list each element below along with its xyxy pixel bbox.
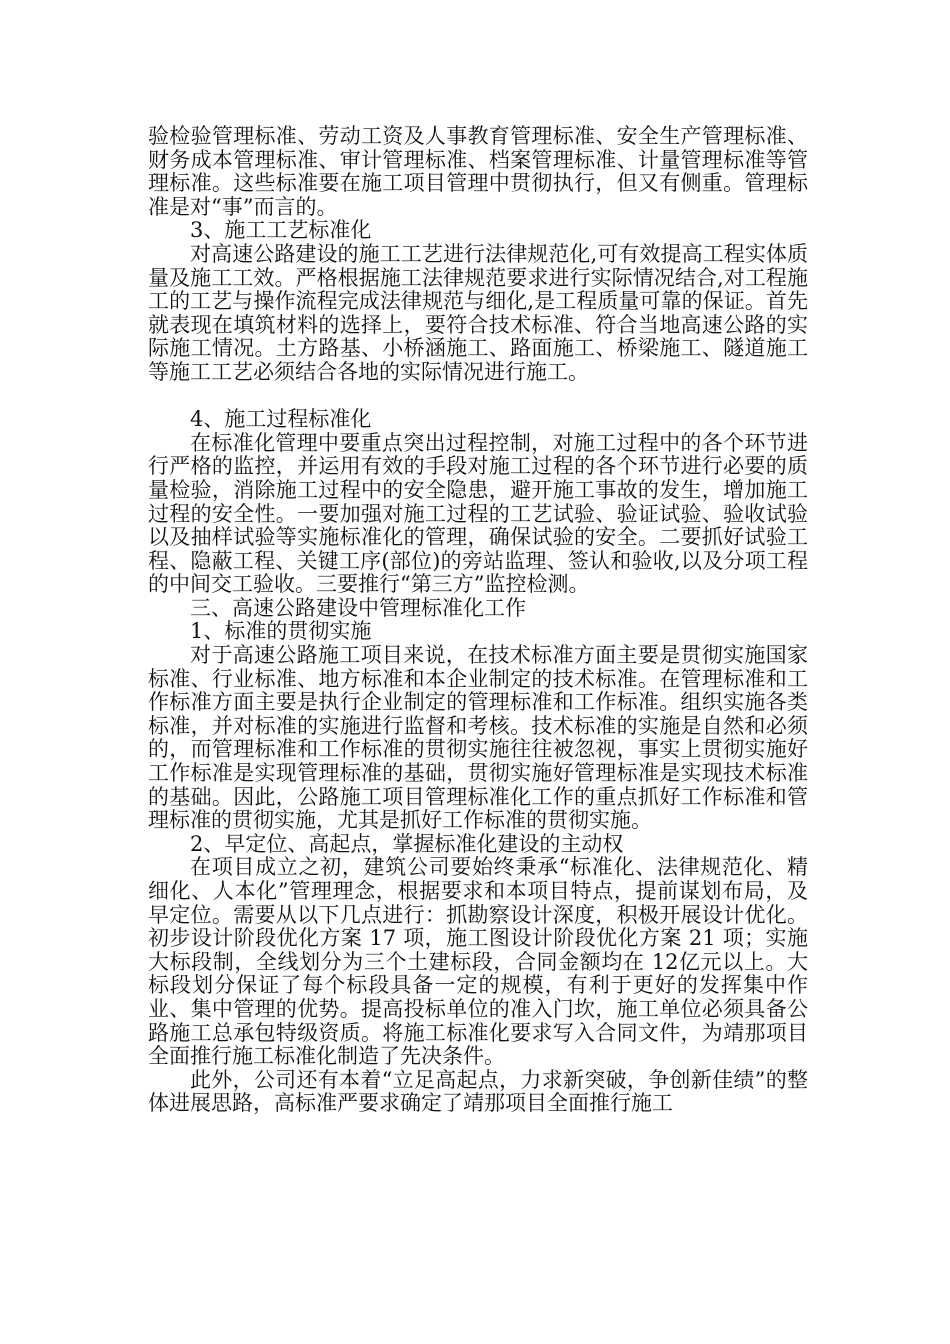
paragraph-early-positioning: 在项目成立之初，建筑公司要始终秉承“标准化、法律规范化、精细化、人本化”管理理念，根据要求和本项目特点，提前谋划布局，及早定位。需要从以下几点进行：抓勘察设计深度，积极开展设计优化。初步设计阶段优化方案 17 项，施工图设计阶段优化方案 21 项；实施大标段制，全线划分为三个土建标段，合同金额均在 12亿元以上。大标段划分保证了每个标段具备一定的规模，有利于更好的发挥集中作业、集中管理的优势。提高投标单位的准入门坎，施工单位必须具备公路施工总承包特级资质。将施工标准化要求写入合同文件，为靖那项目全面推行施工标准化制造了先决条件。 [148, 855, 808, 1069]
paragraph-management-standards: 验检验管理标准、劳动工资及人事教育管理标准、安全生产管理标准、财务成本管理标准、审计管理标准、档案管理标准、计量管理标准等管理标准。这些标准要在施工项目管理中贯彻执行，但又有侧重。管理标准是对“事”而言的。 [148, 124, 808, 219]
paragraph-standard-implementation: 对于高速公路施工项目来说，在技术标准方面主要是贯彻实施国家标准、行业标准、地方标准和本企业制定的技术标准。在管理标准和工作标准方面主要是执行企业制定的管理标准和工作标准。组织实施各类标准，并对标准的实施进行监督和考核。技术标准的实施是自然和必须的，而管理标准和工作标准的贯彻实施往往被忽视，事实上贯彻实施好工作标准是实现管理标准的基础，贯彻实施好管理标准是实现技术标准的基础。因此，公路施工项目管理标准化工作的重点抓好工作标准和管理标准的贯彻实施，尤其是抓好工作标准的贯彻实施。 [148, 643, 808, 833]
heading-section-three: 三、高速公路建设中管理标准化工作 [190, 595, 526, 620]
document-page [148, 125, 808, 1116]
paragraph-construction-process: 对高速公路建设的施工工艺进行法律规范化,可有效提高工程实体质量及施工工效。严格根据施工法律规范要求进行实际情况结合,对工程施工的工艺与操作流程完成法律规范与细化,是工程质量可靠的保证。首先就表现在填筑材料的选择上，要符合技术标准、符合当地高速公路的实际施工情况。土方路基、小桥涵施工、路面施工、桥梁施工、隧道施工等施工工艺必须结合各地的实际情况进行施工。 [148, 241, 808, 384]
paragraph-additionally: 此外，公司还有本着“立足高起点，力求新突破，争创新佳绩”的整体进展思路，高标准严要求确定了靖那项目全面推行施工 [148, 1067, 808, 1116]
heading-construction-process-standardization: 3、施工工艺标准化 [190, 218, 372, 243]
heading-standard-implementation: 1、标准的贯彻实施 [190, 619, 372, 644]
heading-construction-procedure-standardization: 4、施工过程标准化 [190, 407, 372, 432]
blank-line [148, 385, 808, 409]
heading-early-positioning: 2、早定位、高起点，掌握标准化建设的主动权 [190, 831, 624, 856]
paragraph-construction-procedure: 在标准化管理中要重点突出过程控制，对施工过程中的各个环节进行严格的监控，并运用有效的手段对施工过程的各个环节进行必要的质量检验，消除施工过程中的安全隐患，避开施工事故的发生，增加施工过程的安全性。一要加强对施工过程的工艺试验、验证试验、验收试验以及抽样试验等实施标准化的管理，确保试验的安全。二要抓好试验工程、隐蔽工程、关键工序(部位)的旁站监理、签认和验收,以及分项工程的中间交工验收。三要推行“第三方”监控检测。 [148, 430, 808, 597]
